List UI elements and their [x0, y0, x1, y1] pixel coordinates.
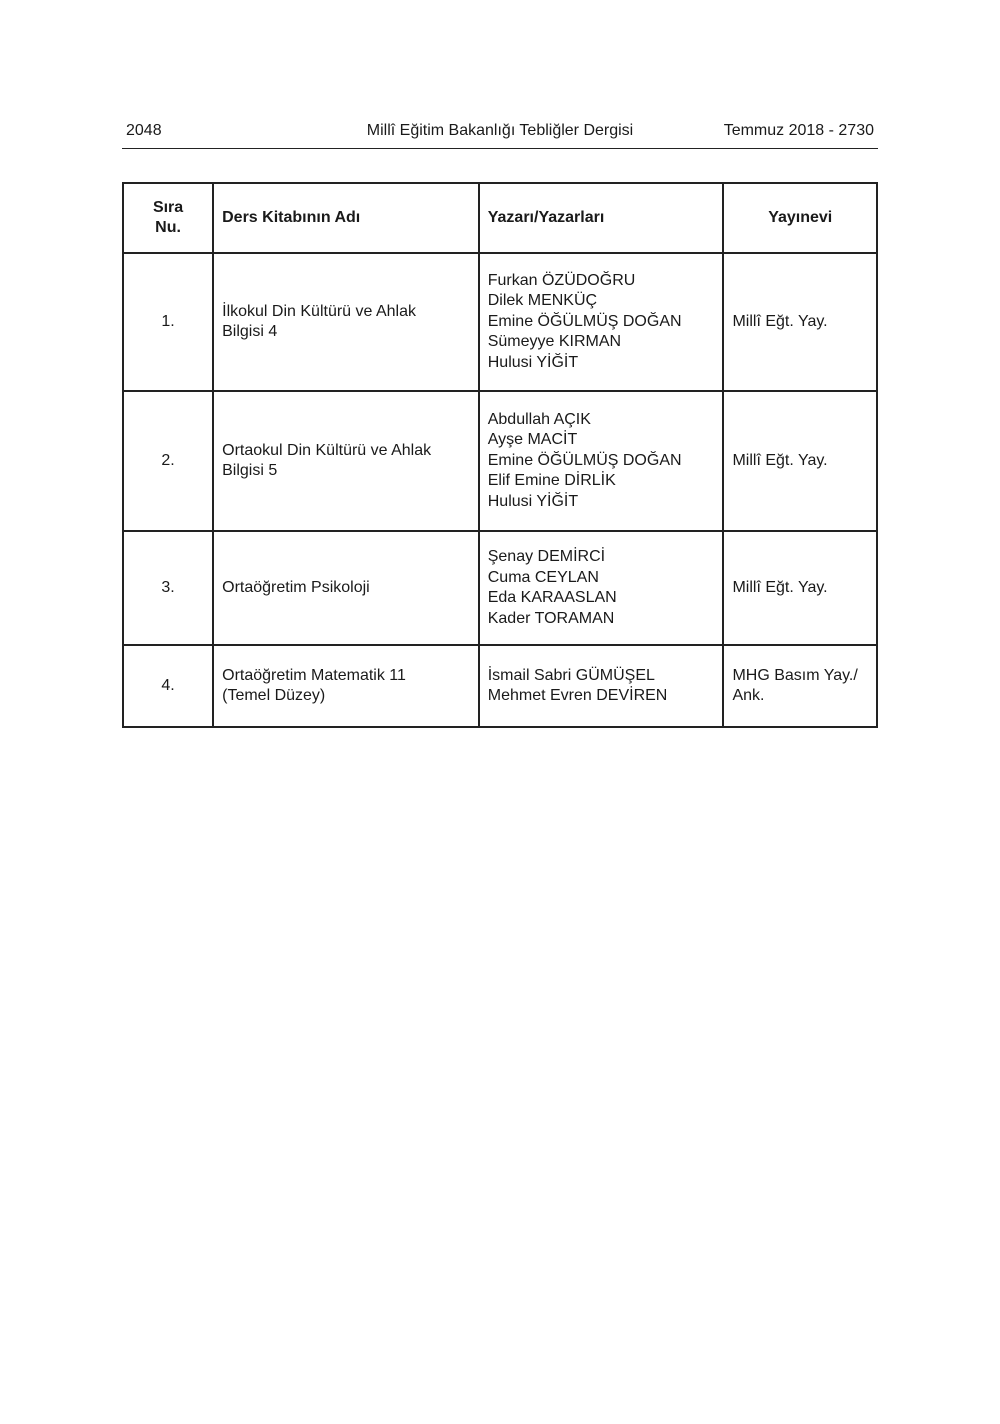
row-number: 4. [123, 645, 213, 727]
author-name: Şenay DEMİRCİ [487, 548, 606, 565]
publisher-line: Millî Eğt. Yay. [732, 312, 828, 330]
row-number: 3. [123, 531, 213, 645]
column-header-nu-line: Nu. [155, 219, 181, 236]
publisher-line: Ank. [732, 687, 765, 704]
row-number: 2. [123, 391, 213, 531]
author-name: Emine ÖĞÜLMÜŞ DOĞAN [487, 312, 682, 330]
author-name: Cuma CEYLAN [487, 568, 599, 586]
book-title-line: (Temel Düzey) [222, 687, 326, 704]
author-name: İsmail Sabri GÜMÜŞEL [487, 666, 655, 684]
book-title-line: Ortaokul Din Kültürü ve Ahlak [222, 441, 432, 459]
column-header-sira-nu [123, 183, 213, 253]
publisher [723, 531, 877, 645]
page-header [122, 118, 878, 149]
book-title-line: Ortaöğretim Psikoloji [222, 578, 370, 596]
book-title-line: Bilgisi 5 [222, 462, 278, 479]
publisher [723, 645, 877, 727]
book-title [213, 531, 479, 645]
row-number: 1. [123, 253, 213, 391]
book-title-line: İlkokul Din Kültürü ve Ahlak [222, 302, 416, 320]
author-name: Eda KARAASLAN [487, 589, 617, 606]
author-list [479, 531, 724, 645]
author-name: Sümeyye KIRMAN [487, 333, 622, 351]
table-row [123, 391, 877, 531]
author-list [479, 645, 724, 727]
publisher [723, 253, 877, 391]
author-name: Furkan ÖZÜDOĞRU [487, 271, 636, 289]
author-name: Hulusi YİĞİT [487, 492, 579, 510]
column-header-title: Ders Kitabının Adı [213, 183, 479, 253]
author-name: Dilek MENKÜÇ [487, 292, 598, 310]
author-name: Kader TORAMAN [487, 609, 615, 627]
author-list [479, 253, 724, 391]
table-header-row [123, 183, 877, 253]
author-name: Mehmet Evren DEVİREN [487, 687, 668, 704]
author-list [479, 391, 724, 531]
column-header-sira-line: Sıra [152, 198, 184, 216]
author-name: Elif Emine DİRLİK [487, 472, 616, 490]
page-number: 2048 [126, 122, 162, 139]
book-title [213, 253, 479, 391]
column-header-authors: Yazarı/Yazarları [479, 183, 724, 253]
publisher [723, 391, 877, 531]
publisher-line: Millî Eğt. Yay. [732, 578, 828, 596]
book-title-line: Bilgisi 4 [222, 323, 278, 340]
column-header-publisher: Yayınevi [723, 183, 877, 253]
journal-title: Millî Eğitim Bakanlığı Tebliğler Dergisi [366, 122, 634, 139]
table-row [123, 253, 877, 391]
textbook-table [122, 182, 878, 728]
table-row [123, 531, 877, 645]
author-name: Emine ÖĞÜLMÜŞ DOĞAN [487, 451, 682, 469]
book-title [213, 391, 479, 531]
publisher-line: MHG Basım Yay./ [732, 666, 858, 684]
issue-info: Temmuz 2018 - 2730 [723, 122, 874, 139]
publisher-line: Millî Eğt. Yay. [732, 451, 828, 469]
table-row [123, 645, 877, 727]
author-name: Ayşe MACİT [487, 431, 578, 449]
author-name: Hulusi YİĞİT [487, 353, 579, 371]
book-title [213, 645, 479, 727]
book-title-line: Ortaöğretim Matematik 11 [222, 666, 406, 684]
author-name: Abdullah AÇIK [487, 410, 591, 428]
